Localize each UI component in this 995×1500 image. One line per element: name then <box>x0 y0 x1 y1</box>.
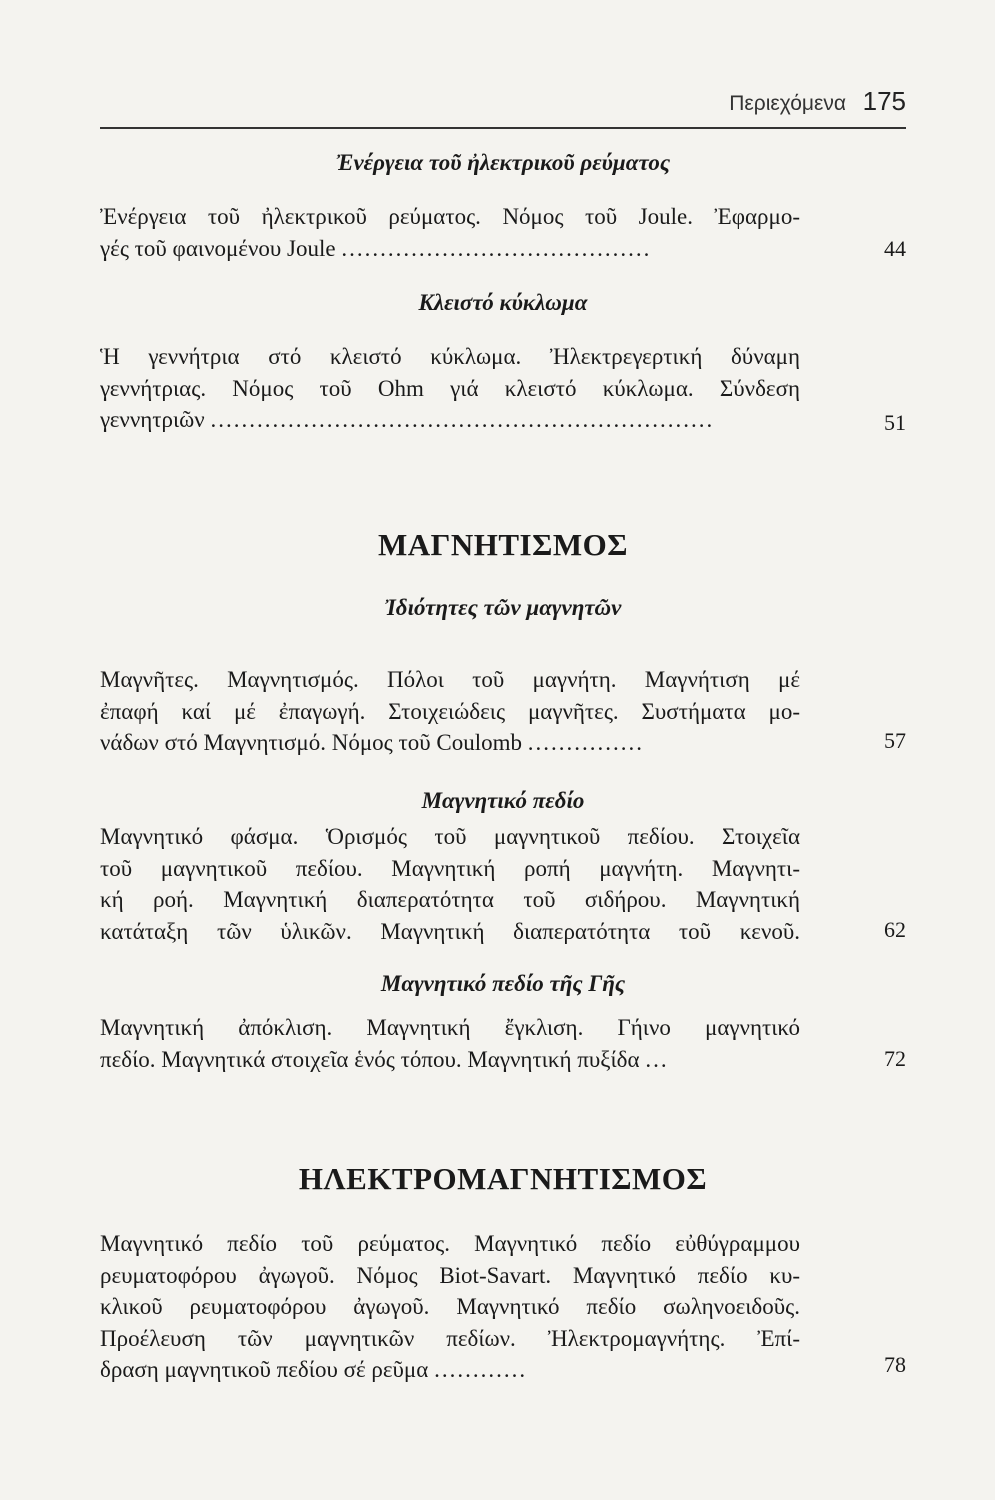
leader-dots: ............ <box>434 1357 528 1382</box>
entry-line: Προέλευση τῶν μαγνητικῶν πεδίων. Ἠλεκτρομαγνήτης. Ἐπί- <box>100 1325 800 1351</box>
leader-dots: ............... <box>527 730 645 755</box>
page-ref-circuit: 51 <box>884 410 906 435</box>
section-title-circuit: Κλειστό κύκλωμα <box>418 290 588 315</box>
section-title-energy: Ἐνέργεια τοῦ ἠλεκτρικοῦ ρεύματος <box>335 150 671 175</box>
leader-dots: ... <box>645 1046 669 1072</box>
entry-line: Ἡ γεννήτρια στό κλειστό κύκλωμα. Ἠλεκτρεγερτική δύναμη <box>100 344 800 369</box>
entry-line: ρευματοφόρου ἀγωγοῦ. Νόμος Biot-Savart. Μαγνητικό πεδίο κυ- <box>100 1262 800 1288</box>
chapter-heading-electromagnetism: ΗΛΕΚΤΡΟΜΑΓΝΗΤΙΣΜΟΣ <box>298 1161 708 1196</box>
entry-line: ἐπαφή καί μέ ἐπαγωγή. Στοιχειώδεις μαγνῆτες. Συστήματα μο- <box>100 698 800 724</box>
page-ref-magnet-props: 57 <box>884 728 906 753</box>
entry-line: Ἐνέργεια τοῦ ἠλεκτρικοῦ ρεύματος. Νόμος τοῦ Joule. Ἐφαρμο- <box>100 204 800 229</box>
page-number: 175 <box>862 86 906 116</box>
entry-line: νάδων στό Μαγνητισμό. Νόμος τοῦ Coulomb ............... <box>100 730 645 755</box>
section-title-earth: Μαγνητικό πεδίο τῆς Γῆς <box>380 971 626 996</box>
leader-dots: ........................................ <box>341 235 652 261</box>
toc-entry-magnet-props <box>100 664 800 759</box>
toc-entry-circuit <box>100 341 800 436</box>
entry-line: δραση μαγνητικοῦ πεδίου σέ ρεῦμα ............ <box>100 1357 528 1382</box>
entry-line: Μαγνητική ἀπόκλιση. Μαγνητική ἔγκλιση. Γήινο μαγνητικό <box>100 1015 800 1040</box>
page-ref-earth: 72 <box>884 1046 906 1071</box>
entry-line: τοῦ μαγνητικοῦ πεδίου. Μαγνητική ροπή μαγνήτη. Μαγνητι- <box>100 855 800 881</box>
entry-line: Μαγνητικό φάσμα. Ὁρισμός τοῦ μαγνητικοῦ πεδίου. Στοιχεῖα <box>100 824 800 849</box>
page-ref-electromagnetism: 78 <box>884 1352 906 1377</box>
page-header <box>100 86 906 122</box>
entry-line: κή ροή. Μαγνητική διαπερατότητα τοῦ σιδήρου. Μαγνητική <box>100 887 800 912</box>
section-title-field: Μαγνητικό πεδίο <box>421 788 585 813</box>
leader-dots: ................................................................. <box>210 407 715 432</box>
chapter-heading-magnetism: ΜΑΓΝΗΤΙΣΜΟΣ <box>377 527 629 562</box>
entry-line: Μαγνῆτες. Μαγνητισμός. Πόλοι τοῦ μαγνήτη. Μαγνήτιση μέ <box>100 667 800 692</box>
entry-line: γεννήτριας. Νόμος τοῦ Ohm γιά κλειστό κύκλωμα. Σύνδεση <box>100 375 800 401</box>
entry-line: γές τοῦ φαινομένου Joule ........................................ <box>100 235 652 261</box>
toc-entry-field <box>100 821 800 947</box>
entry-line: γεννητριῶν ................................................................. <box>100 407 715 432</box>
page-ref-energy: 44 <box>884 236 906 261</box>
entry-line: κατάταξη τῶν ὑλικῶν. Μαγνητική διαπερατότητα τοῦ κενοῦ. <box>100 918 800 944</box>
toc-entry-earth <box>100 1012 800 1075</box>
page-ref-field: 62 <box>884 917 906 942</box>
entry-line: Μαγνητικό πεδίο τοῦ ρεύματος. Μαγνητικό πεδίο εὐθύγραμμου <box>100 1231 800 1256</box>
running-title: Περιεχόμενα <box>729 92 846 115</box>
toc-entry-energy <box>100 201 800 264</box>
toc-entry-electromagnetism <box>100 1228 800 1386</box>
section-title-magnet-props: Ἰδιότητες τῶν μαγνητῶν <box>384 595 622 620</box>
header-rule <box>100 127 906 129</box>
entry-line: πεδίο. Μαγνητικά στοιχεῖα ἑνός τόπου. Μαγνητική πυξίδα ... <box>100 1046 669 1072</box>
entry-line: κλικοῦ ρευματοφόρου ἀγωγοῦ. Μαγνητικό πεδίο σωληνοειδοῦς. <box>100 1294 800 1319</box>
